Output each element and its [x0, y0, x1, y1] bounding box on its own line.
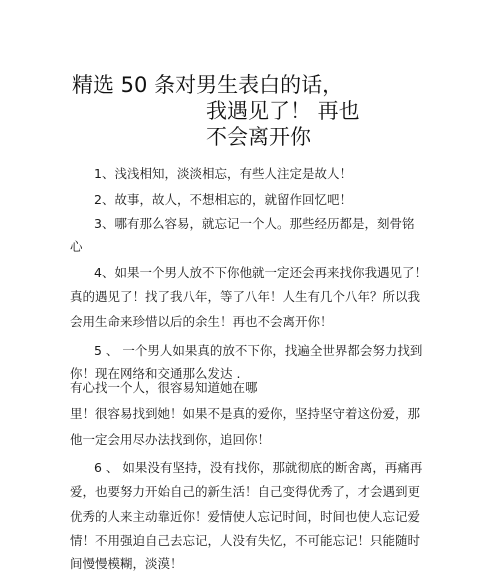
paragraph-6-line-2: 爱，也要努力开始自己的新生活！自己变得优秀了，才会遇到更 [70, 484, 421, 499]
paragraph-6-line-4: 情！不用强迫自己去忘记，人没有失忆，不可能忘记！只能随时 [70, 533, 421, 548]
paragraph-3-line-2: 心 [70, 239, 83, 254]
paragraph-5-line-3: 有心找一个人，很容易知道她在哪 [70, 380, 258, 395]
paragraph-4-line-2: 真的遇见了！找了我八年，等了八年！人生有几个八年？所以我 [70, 289, 421, 304]
paragraph-4-line-3: 会用生命来珍惜以后的余生！再也不会离开你！ [70, 314, 333, 329]
paragraph-5-line-5: 他一定会用尽办法找到你，追回你！ [70, 432, 271, 447]
paragraph-6-line-1: 6 、 如果没有坚持，没有找你，那就彻底的断舍离，再痛再 [94, 460, 423, 475]
title-line-3: 不会离开你 [206, 125, 311, 149]
paragraph-5-line-4: 里！很容易找到她！如果不是真的爱你，坚持坚守着这份爱，那 [70, 406, 421, 421]
paragraph-6-line-3: 优秀的人来主动靠近你！爱情使人忘记时间，时间也使人忘记爱 [70, 509, 421, 524]
paragraph-4-line-1: 4、如果一个男人放不下你他就一定还会再来找你我遇见了！ [94, 265, 427, 280]
title-line-2: 我遇见了！ 再也 [206, 99, 360, 123]
paragraph-3-line-1: 3、哪有那么容易，就忘记一个人。那些经历都是，刻骨铭 [94, 216, 415, 231]
paragraph-6-line-5: 间慢慢模糊，淡漠！ [70, 556, 183, 571]
paragraph-5-line-2: 你！现在网络和交通那么发达 . [70, 366, 241, 381]
paragraph-5-line-1: 5 、 一个男人如果真的放不下你，找遍全世界都会努力找到 [94, 343, 423, 358]
paragraph-1-line-1: 1、浅浅相知，淡淡相忘，有些人注定是故人！ [94, 166, 352, 181]
title-line-1: 精选 50 条对男生表白的话， [72, 73, 344, 97]
paragraph-2-line-1: 2、故事，故人，不想相忘的，就留作回忆吧！ [94, 192, 352, 207]
